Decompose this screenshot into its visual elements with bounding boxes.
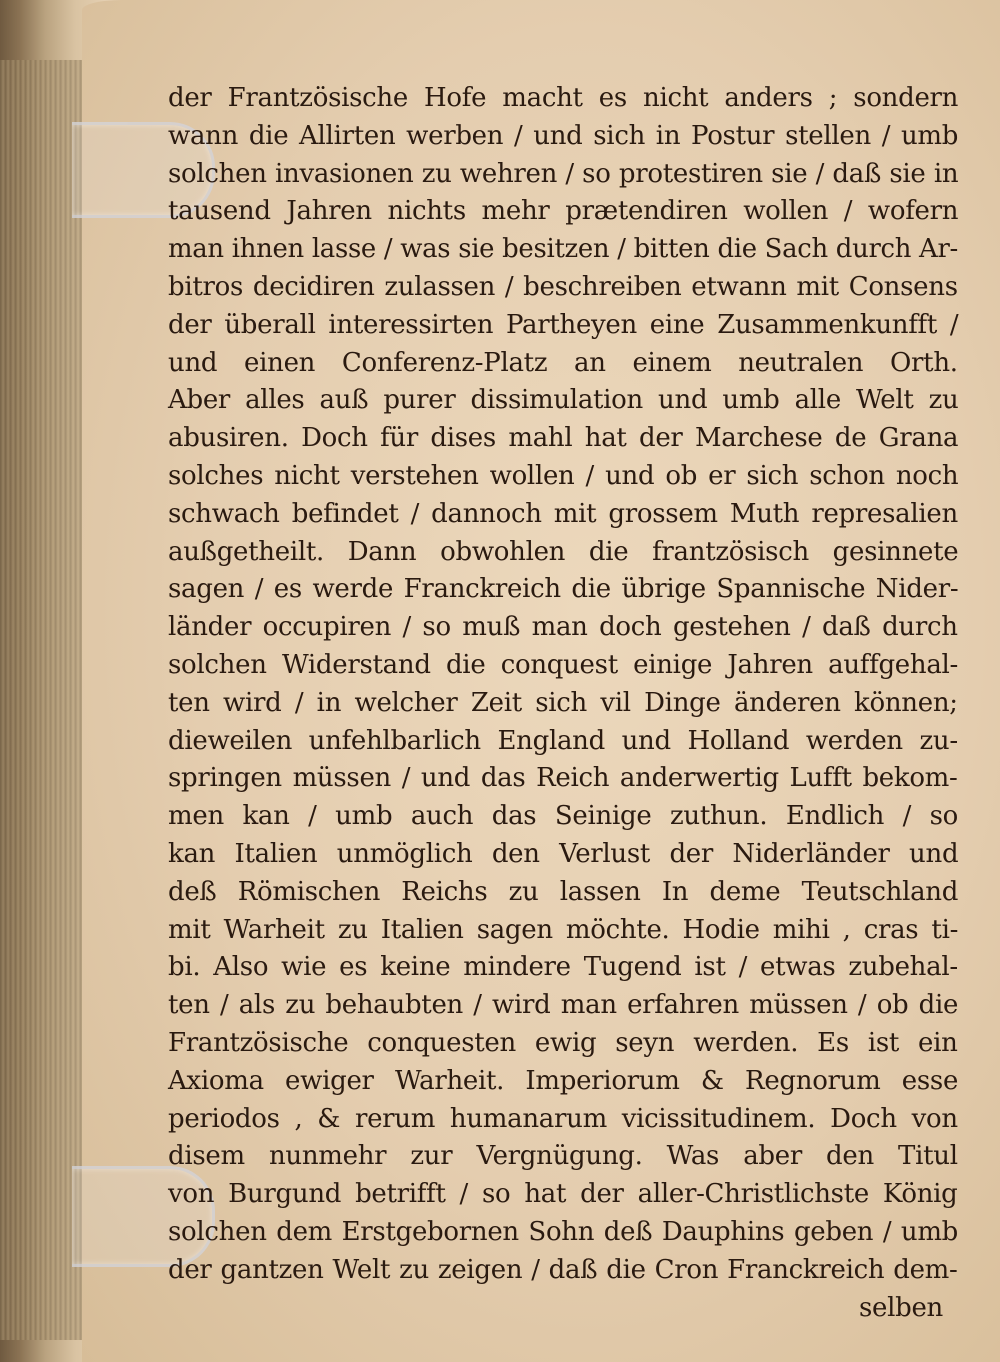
text-line: men kan / umb auch das Seinige zuthun. Endlich / so — [168, 801, 959, 832]
text-line: außgetheilt. Dann obwohlen die frantzösisch gesinnete — [168, 536, 959, 567]
page-edges — [0, 60, 85, 1340]
text-line: springen müssen / und das Reich anderwertig Lufft bekom- — [168, 763, 958, 794]
text-line: länder occupiren / so muß man doch gestehen / daß durch — [168, 612, 958, 643]
text-line: bitros decidiren zulassen / beschreiben etwann mit Consens — [168, 271, 958, 302]
text-line: bi. Also wie es keine mindere Tugend ist / etwas zubehal- — [168, 952, 958, 983]
text-line: schwach befindet / dannoch mit grossem Muth represalien — [168, 498, 958, 529]
text-line: der gantzen Welt zu zeigen / daß die Cron Franckreich dem- — [168, 1254, 958, 1285]
text-line: tausend Jahren nichts mehr prætendiren wollen / wofern — [168, 196, 959, 227]
text-line: wann die Allirten werben / und sich in Postur stellen / umb — [168, 120, 959, 151]
text-line: abusiren. Doch für dises mahl hat der Marchese de Grana — [168, 423, 959, 454]
text-line: sagen / es werde Franckreich die übrige Spannische Nider- — [168, 574, 959, 605]
catchword: selben — [858, 1292, 943, 1323]
text-line: solchen invasionen zu wehren / so protestiren sie / daß sie in — [168, 158, 959, 189]
text-line: disem nunmehr zur Vergnügung. Was aber den Titul — [168, 1141, 958, 1172]
text-line: und einen Conferenz-Platz an einem neutralen Orth. — [168, 347, 958, 378]
text-line: solchen dem Erstgebornen Sohn deß Dauphins geben / umb — [168, 1216, 959, 1247]
text-line: dieweilen unfehlbarlich England und Holland werden zu- — [168, 725, 958, 756]
text-line: kan Italien unmöglich den Verlust der Niderländer und — [168, 838, 959, 869]
text-line: mit Warheit zu Italien sagen möchte. Hodie mihi , cras ti- — [168, 914, 959, 945]
text-line: von Burgund betrifft / so hat der aller-Christlichste König — [168, 1179, 958, 1210]
text-line: Axioma ewiger Warheit. Imperiorum & Regnorum esse — [168, 1065, 959, 1096]
text-line: periodos , & rerum humanarum vicissitudinem. Doch von — [168, 1103, 958, 1134]
text-line: solchen Widerstand die conquest einige Jahren auffgehal- — [168, 649, 959, 680]
text-line: Aber alles auß purer dissimulation und umb alle Welt zu — [168, 385, 959, 416]
text-line: der überall interessirten Partheyen eine Zusammenkunfft / — [168, 309, 959, 340]
text-line: ten wird / in welcher Zeit sich vil Dinge änderen können; — [168, 687, 958, 718]
text-line: solches nicht verstehen wollen / und ob er sich schon noch — [168, 460, 959, 491]
text-line: man ihnen lasse / was sie besitzen / bitten die Sach durch Ar- — [168, 234, 958, 265]
text-line: ten / als zu behaubten / wird man erfahren müssen / ob die — [168, 990, 959, 1021]
text-line: Frantzösische conquesten ewig seyn werden. Es ist ein — [168, 1027, 958, 1058]
text-line: deß Römischen Reichs zu lassen In deme Teutschland — [168, 876, 959, 907]
page-text — [168, 80, 968, 1327]
text-line: der Frantzösische Hofe macht es nicht anders ; sondern — [168, 83, 959, 113]
